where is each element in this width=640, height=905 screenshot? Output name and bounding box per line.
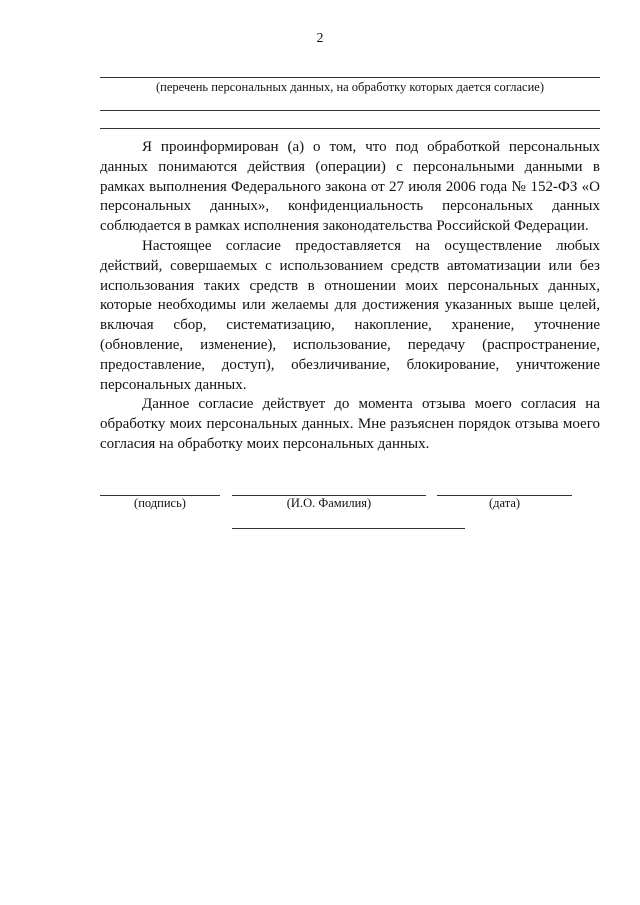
consent-body xyxy=(100,138,600,455)
paragraph-consent-scope: Настоящее согласие предоставляется на осуществление любых действий, совершаемых с использованием средств автоматизации или без использования таких средств в отношении моих персональных данных, которые необходимы или желаемы для достижения указанных выше целей, включая сбор, систематизацию, накопление, хранение, уточнение (обновление, изменение), использование, передачу (распространение, предоставление, доступ), обезличивание, блокирование, уничтожение персональных данных. xyxy=(100,237,600,393)
name-label: (И.О. Фамилия) xyxy=(286,496,372,510)
date-label: (дата) xyxy=(488,496,521,510)
page-number: 2 xyxy=(316,31,324,46)
data-list-caption: (перечень персональных данных, на обработку которых дается согласие) xyxy=(155,80,545,94)
data-list-blank-line-2 xyxy=(100,110,600,111)
paragraph-consent-validity: Данное согласие действует до момента отзыва моего согласия на обработку моих персональных данных. Мне разъяснен порядок отзыва моего согласия на обработку моих персональных данных. xyxy=(100,396,600,452)
data-list-blank-line xyxy=(100,77,600,78)
data-list-blank-line-3 xyxy=(100,128,600,129)
signature-label: (подпись) xyxy=(134,496,186,510)
paragraph-informed: Я проинформирован (а) о том, что под обработкой персональных данных понимаются действия (операции) с персональными данными в рамках выполнения Федерального закона от 27 июля 2006 года № 152-ФЗ «О персональных данных», конфиденциальность персональных данных соблюдается в рамках исполнения законодательства Российской Федерации. xyxy=(100,139,600,235)
bottom-blank-line xyxy=(232,528,465,529)
